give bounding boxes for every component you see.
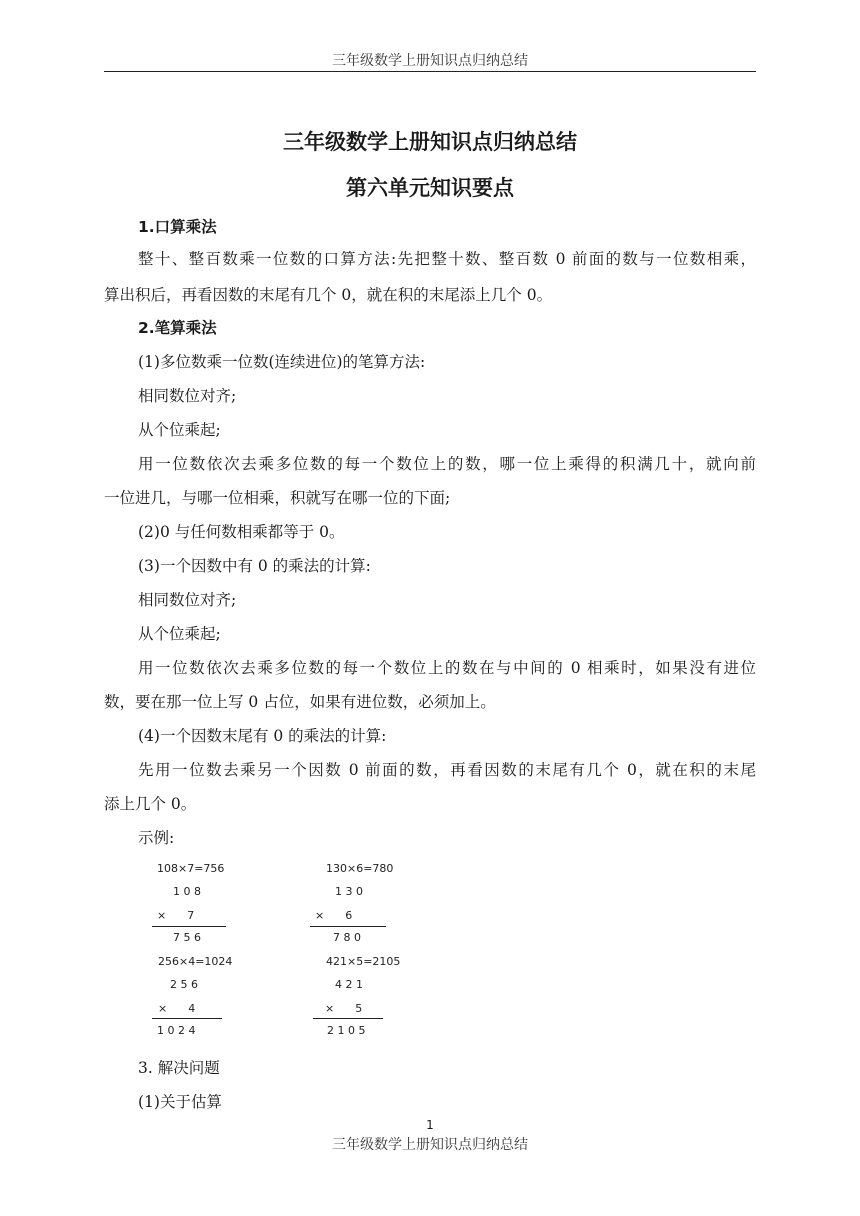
paragraph-line: 相同数位对齐; [138,591,237,609]
page-number: 1 [426,1118,434,1132]
page-footer: 三年级数学上册知识点归纳总结 [332,1137,528,1153]
example-rule [152,1018,222,1019]
paragraph-line: 用一位数依次去乘多位数的每一个数位上的数，哪一位上乘得的积满几十，就向前 [138,455,756,473]
example-multiplicand: 4 2 1 [335,978,363,991]
example-equation: 256×4=1024 [158,955,233,968]
paragraph-line: 相同数位对齐; [138,387,237,405]
example-product: 2 1 0 5 [327,1024,366,1037]
paragraph-line: 用一位数依次去乘多位数的每一个数位上的数在与中间的 0 相乘时，如果没有进位 [138,659,756,677]
header-rule [104,71,756,72]
example-equation: 421×5=2105 [326,955,401,968]
example-rule [152,926,226,927]
document-title: 三年级数学上册知识点归纳总结 [283,130,577,154]
paragraph-line: (3)一个因数中有 0 的乘法的计算: [138,557,371,575]
example-equation: 130×6=780 [326,862,394,875]
example-multiplicand: 2 5 6 [170,978,198,991]
section-title: 第六单元知识要点 [346,176,514,200]
paragraph-line: 从个位乘起; [138,421,221,439]
example-equation: 108×7=756 [157,862,225,875]
paragraph-line: 整十、整百数乘一位数的口算方法:先把整十数、整百数 0 前面的数与一位数相乘， [138,250,756,268]
paragraph-line: 添上几个 0。 [104,795,197,813]
paragraph-line: (1)多位数乘一位数(连续进位)的笔算方法: [138,353,426,371]
paragraph-line: (2)0 与任何数相乘都等于 0。 [138,523,345,541]
example-product: 7 8 0 [333,931,361,944]
heading-problem-solving: 3. 解决问题 [138,1059,220,1077]
example-product: 7 5 6 [173,931,201,944]
example-multiplier: × 7 [157,909,195,922]
example-multiplicand: 1 3 0 [335,885,363,898]
example-multiplicand: 1 0 8 [173,885,201,898]
example-multiplier: × 5 [325,1002,363,1015]
example-rule [310,926,386,927]
example-multiplier: × 4 [158,1002,196,1015]
paragraph-line: 一位进几，与哪一位相乘，积就写在哪一位的下面; [104,489,451,507]
example-multiplier: × 6 [315,909,353,922]
paragraph-line: 先用一位数去乘另一个因数 0 前面的数，再看因数的末尾有几个 0，就在积的末尾 [138,761,756,779]
paragraph-line: 算出积后，再看因数的末尾有几个 0，就在积的末尾添上几个 0。 [104,286,553,304]
paragraph-line: (1)关于估算 [138,1093,222,1111]
heading-oral-multiplication: 1.口算乘法 [138,218,217,236]
heading-written-multiplication: 2.笔算乘法 [138,319,217,337]
paragraph-line: (4)一个因数末尾有 0 的乘法的计算: [138,727,387,745]
page-header: 三年级数学上册知识点归纳总结 [332,53,528,69]
example-rule [313,1018,383,1019]
example-product: 1 0 2 4 [157,1024,196,1037]
paragraph-line: 示例: [138,829,175,847]
paragraph-line: 从个位乘起; [138,625,221,643]
paragraph-line: 数，要在那一位上写 0 占位，如果有进位数，必须加上。 [104,693,496,711]
